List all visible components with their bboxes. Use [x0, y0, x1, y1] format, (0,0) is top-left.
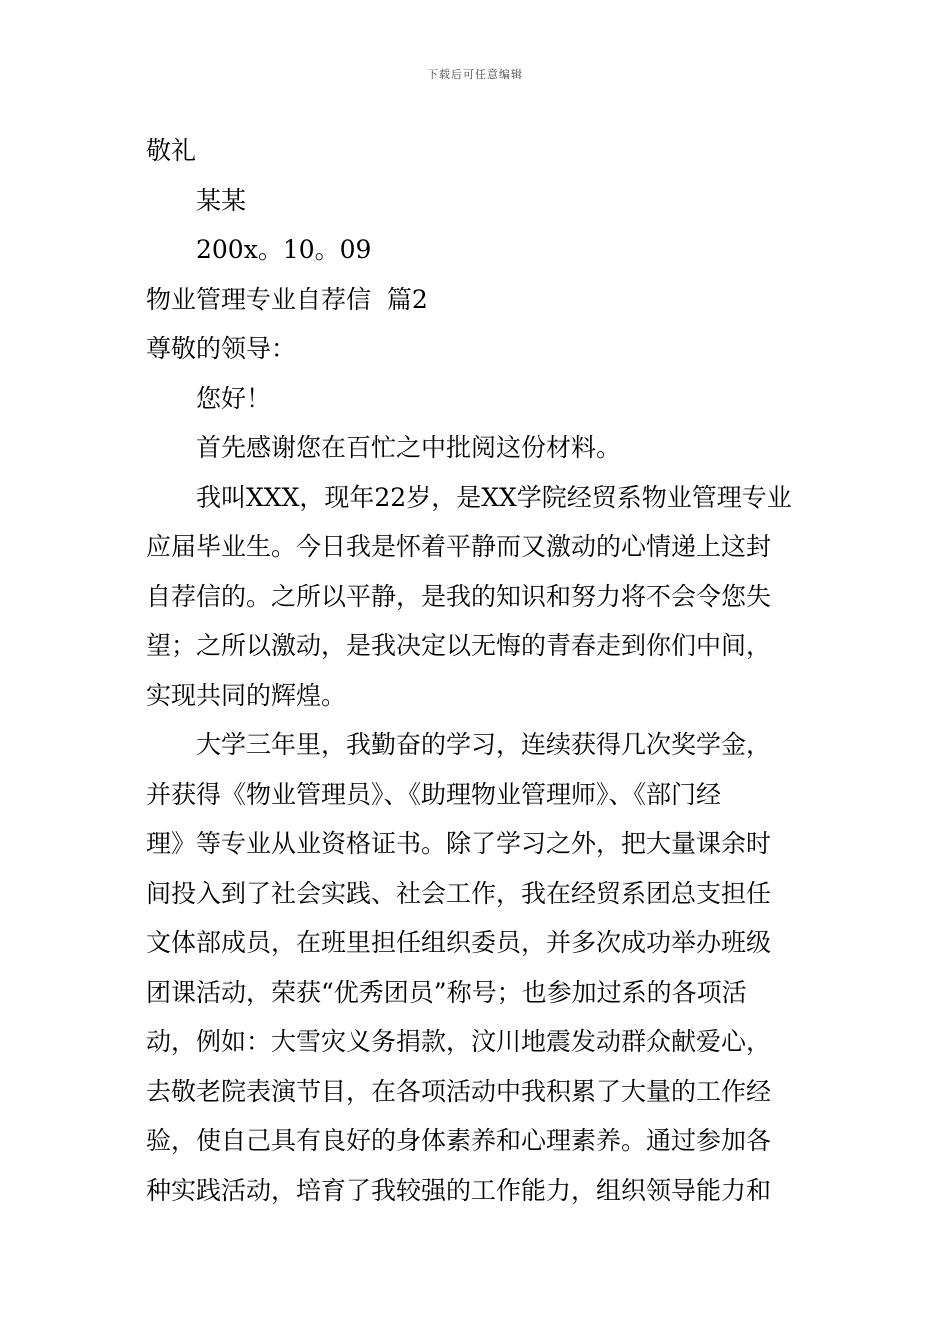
- paragraph-line: 我叫XXX，现年22岁，是XX学院经贸系物业管理专业: [196, 482, 792, 512]
- paragraph-line: 大学三年里，我勤奋的学习，连续获得几次奖学金，: [196, 730, 772, 759]
- paragraph-university: [146, 720, 806, 1215]
- paragraph-line: 理》等专业从业资格证书。除了学习之外，把大量课余时: [146, 829, 772, 858]
- letter-date: 200x。10。09: [196, 235, 372, 264]
- paragraph-line: 应届毕业生。今日我是怀着平静而又激动的心情递上这封: [146, 532, 772, 561]
- greeting: 尊敬的领导：: [146, 334, 297, 363]
- hello-line: 您好！: [196, 383, 272, 413]
- paragraph-line: 实现共同的辉煌。: [146, 680, 347, 710]
- document-body: [146, 126, 806, 1215]
- page-header-note: 下载后可任意编辑: [427, 68, 523, 81]
- paragraph-line: 种实践活动，培育了我较强的工作能力，组织领导能力和: [146, 1175, 772, 1205]
- thanks-line: 首先感谢您在百忙之中批阅这份材料。: [196, 433, 622, 462]
- section-title: 物业管理专业自荐信 篇2: [146, 284, 428, 314]
- paragraph-line: 验，使自己具有良好的身体素养和心理素养。通过参加各: [146, 1126, 772, 1155]
- paragraph-line: 团课活动，荣获“优秀团员”称号；也参加过系的各项活: [146, 977, 747, 1007]
- paragraph-line: 文体部成员，在班里担任组织委员，并多次成功举办班级: [146, 928, 772, 957]
- closing-salute: 敬礼: [146, 136, 197, 165]
- paragraph-introduction: [146, 473, 806, 721]
- paragraph-line: 去敬老院表演节目，在各项活动中我积累了大量的工作经: [146, 1076, 772, 1106]
- paragraph-line: 间投入到了社会实践、社会工作，我在经贸系团总支担任: [146, 878, 772, 908]
- signature: 某某: [196, 185, 247, 215]
- paragraph-line: 望；之所以激动，是我决定以无悔的青春走到你们中间，: [146, 631, 772, 660]
- paragraph-line: 动，例如：大雪灾义务捐款，汶川地震发动群众献爱心，: [146, 1027, 772, 1056]
- paragraph-line: 自荐信的。之所以平静，是我的知识和努力将不会令您失: [146, 581, 772, 611]
- paragraph-line: 并获得《物业管理员》、《助理物业管理师》、《部门经: [146, 779, 722, 809]
